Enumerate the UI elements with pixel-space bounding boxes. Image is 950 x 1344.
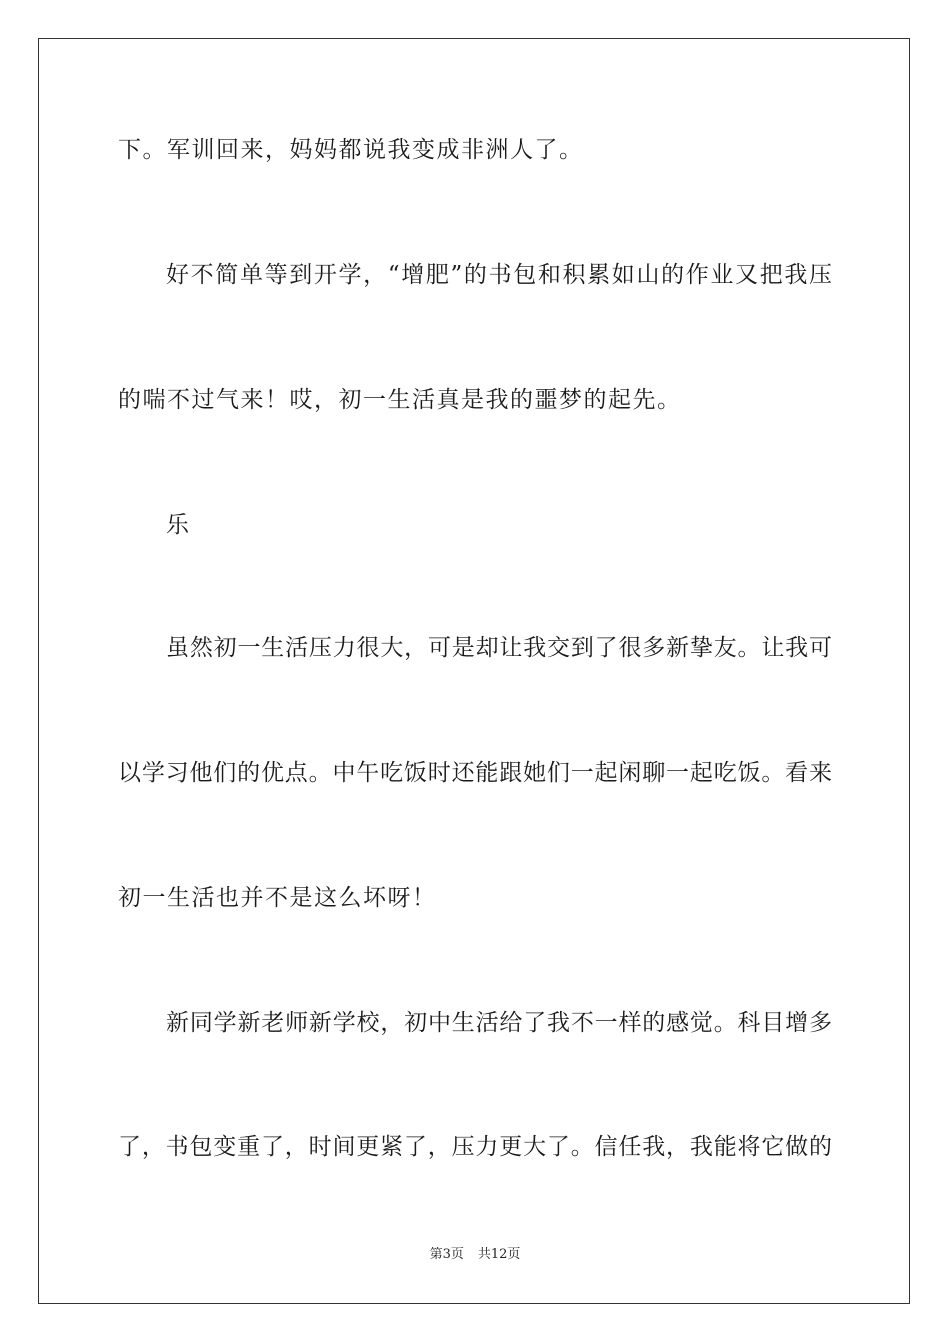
paragraph-line-4: 虽然初一生活压力很大，可是却让我交到了很多新挚友。让我可 <box>166 635 832 661</box>
paragraph-line-5: 以学习他们的优点。中午吃饭时还能跟她们一起闲聊一起吃饭。看来 <box>118 760 832 786</box>
page-border <box>38 38 910 1304</box>
paragraph-line-2: 好不简单等到开学，“增肥”的书包和积累如山的作业又把我压 <box>166 262 832 288</box>
page-footer <box>0 1246 950 1264</box>
paragraph-line-6: 初一生活也并不是这么坏呀！ <box>118 885 437 911</box>
page-total: 共12页 <box>477 1247 521 1262</box>
section-heading-le: 乐 <box>166 512 191 538</box>
paragraph-line-1: 下。军训回来，妈妈都说我变成非洲人了。 <box>118 137 584 163</box>
paragraph-line-3: 的喘不过气来！哎，初一生活真是我的噩梦的起先。 <box>118 387 682 413</box>
page-number: 第3页 <box>429 1247 464 1262</box>
paragraph-line-7: 新同学新老师新学校，初中生活给了我不一样的感觉。科目增多 <box>166 1010 832 1036</box>
paragraph-line-8: 了，书包变重了，时间更紧了，压力更大了。信任我，我能将它做的 <box>118 1134 832 1160</box>
